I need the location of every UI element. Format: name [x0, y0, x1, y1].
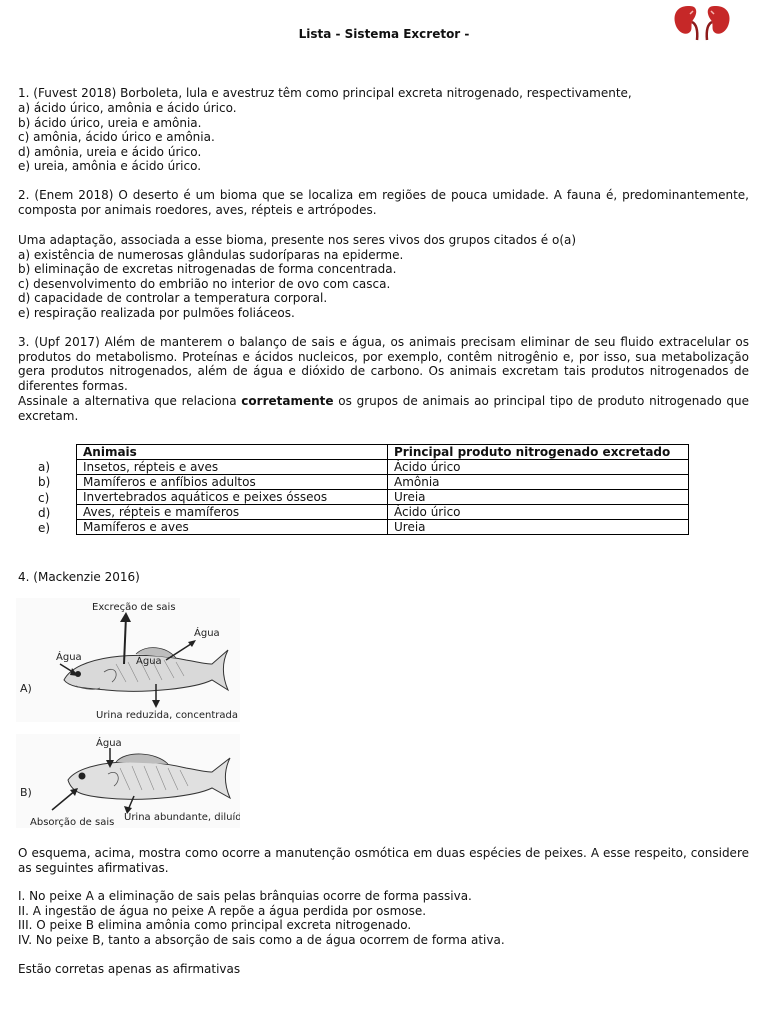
table-cell-animal: Invertebrados aquáticos e peixes ósseos: [77, 490, 388, 505]
q4-number: 4.: [18, 570, 30, 584]
q1-number: 1.: [18, 86, 30, 100]
q3-prompt-end: os grupos de animais ao principal tipo de produto nitrogenado que excretam.: [18, 394, 750, 423]
q3-row-letter-a: a): [38, 460, 51, 474]
q4-stem: O esquema, acima, mostra como ocorre a manutenção osmótica em duas espécies de peixes. A esse respeito, considere as seguintes afirmativas.: [18, 846, 749, 875]
table-row: [77, 475, 689, 490]
q2-stem: [18, 188, 749, 217]
table-cell-animal: Mamíferos e aves: [77, 520, 388, 535]
table-cell-product: Ureia: [388, 490, 689, 505]
q3-answer-table: [76, 444, 689, 535]
table-cell-product: Ureia: [388, 520, 689, 535]
fig-b-label-salt: Absorção de sais: [30, 817, 115, 828]
q1-stem-text: (Fuvest 2018) Borboleta, lula e avestruz têm como principal excreta nitrogenado, respectivamente,: [33, 86, 632, 100]
q2-option-b: b) eliminação de excretas nitrogenadas de forma concentrada.: [18, 262, 397, 276]
fig-a-label-water-left: Água: [56, 652, 82, 663]
fig-a-label-water-right: Água: [194, 628, 220, 639]
q1-option-b: b) ácido úrico, ureia e amônia.: [18, 115, 202, 130]
table-row: [77, 505, 689, 520]
q3-stem-text: (Upf 2017) Além de manterem o balanço de sais e água, os animais precisam eliminar de seu fluido extracelular os produtos do metabolismo. Proteínas e ácidos nucleicos, por exemplo, contêm nitrogênio e, por isso, sua metabolização gera produtos nitrogenados, além de água e dióxido de carbono. Os animais excretam tais produtos nitrogenados de diferentes formas.: [18, 335, 749, 393]
fig-a-label-top: Excreção de sais: [92, 602, 176, 613]
fig-a-label-bottom: Urina reduzida, concentrada: [96, 710, 239, 721]
q3-number: 3.: [18, 335, 30, 349]
fig-b-label-urine: Urina abundante, diluída: [124, 812, 240, 823]
q4-statement-3: III. O peixe B elimina amônia como principal excreta nitrogenado.: [18, 918, 412, 932]
table-header-animals: Animais: [77, 445, 388, 460]
q3-row-letter-e: e): [38, 521, 51, 536]
q4-statement-2: II. A ingestão de água no peixe A repõe a água perdida por osmose.: [18, 903, 427, 918]
q1-option-d: d) amônia, ureia e ácido úrico.: [18, 144, 202, 159]
table-header-row: [77, 445, 689, 460]
q3-prompt: [18, 394, 749, 423]
q2-number: 2.: [18, 188, 30, 202]
table-cell-animal: Insetos, répteis e aves: [77, 460, 388, 475]
q2-option-c: c) desenvolvimento do embrião no interior de ovo com casca.: [18, 276, 391, 291]
q2-stem-text: (Enem 2018) O deserto é um bioma que se localiza em regiões de pouca umidade. A fauna é, predominantemente, composta por animais roedores, aves, répteis e artrópodes.: [18, 188, 749, 217]
table-cell-animal: Mamíferos e anfíbios adultos: [77, 475, 388, 490]
q1-option-a: a) ácido úrico, amônia e ácido úrico.: [18, 101, 237, 115]
q4-header: [18, 570, 140, 585]
kidneys-icon: [668, 2, 736, 48]
q2-option-d: d) capacidade de controlar a temperatura corporal.: [18, 291, 328, 305]
fish-figure-a: [16, 598, 240, 722]
q3-row-letter-d: d): [38, 505, 51, 520]
fig-b-label-water: Água: [96, 738, 122, 749]
table-cell-product: Ácido úrico: [388, 505, 689, 520]
fig-a-panel-label: A): [20, 682, 32, 695]
q1-option-e: e) ureia, amônia e ácido úrico.: [18, 159, 202, 173]
q3-stem: [18, 335, 749, 393]
q2-prompt: Uma adaptação, associada a esse bioma, presente nos seres vivos dos grupos citados é o(a): [18, 233, 577, 247]
table-cell-product: Amônia: [388, 475, 689, 490]
q3-row-letter-b: b): [38, 475, 51, 490]
fish-figure-b: [16, 734, 240, 828]
page-title: Lista - Sistema Excretor -: [298, 27, 470, 41]
table-row: [77, 460, 689, 475]
q1-stem: [18, 86, 632, 101]
q2-option-a: a) existência de numerosas glândulas sudoríparas na epiderme.: [18, 247, 404, 262]
q1-option-c: c) amônia, ácido úrico e amônia.: [18, 130, 215, 144]
table-row: [77, 520, 689, 535]
table-header-product: Principal produto nitrogenado excretado: [388, 445, 689, 460]
q4-statement-4: IV. No peixe B, tanto a absorção de sais como a de água ocorrem de forma ativa.: [18, 932, 505, 947]
table-row: [77, 490, 689, 505]
q2-option-e: e) respiração realizada por pulmões foliáceos.: [18, 305, 295, 320]
q4-source: (Mackenzie 2016): [33, 570, 140, 584]
fig-b-panel-label: B): [20, 786, 32, 799]
q3-row-letter-c: c): [38, 490, 50, 505]
table-cell-animal: Aves, répteis e mamíferos: [77, 505, 388, 520]
table-cell-product: Ácido úrico: [388, 460, 689, 475]
q4-statement-1: I. No peixe A a eliminação de sais pelas brânquias ocorre de forma passiva.: [18, 889, 472, 903]
fig-a-label-water-mid: Água: [136, 656, 162, 667]
q3-prompt-start: Assinale a alternativa que relaciona: [18, 394, 242, 408]
q4-closing: Estão corretas apenas as afirmativas: [18, 962, 241, 976]
q3-prompt-emphasis: corretamente: [241, 394, 334, 408]
